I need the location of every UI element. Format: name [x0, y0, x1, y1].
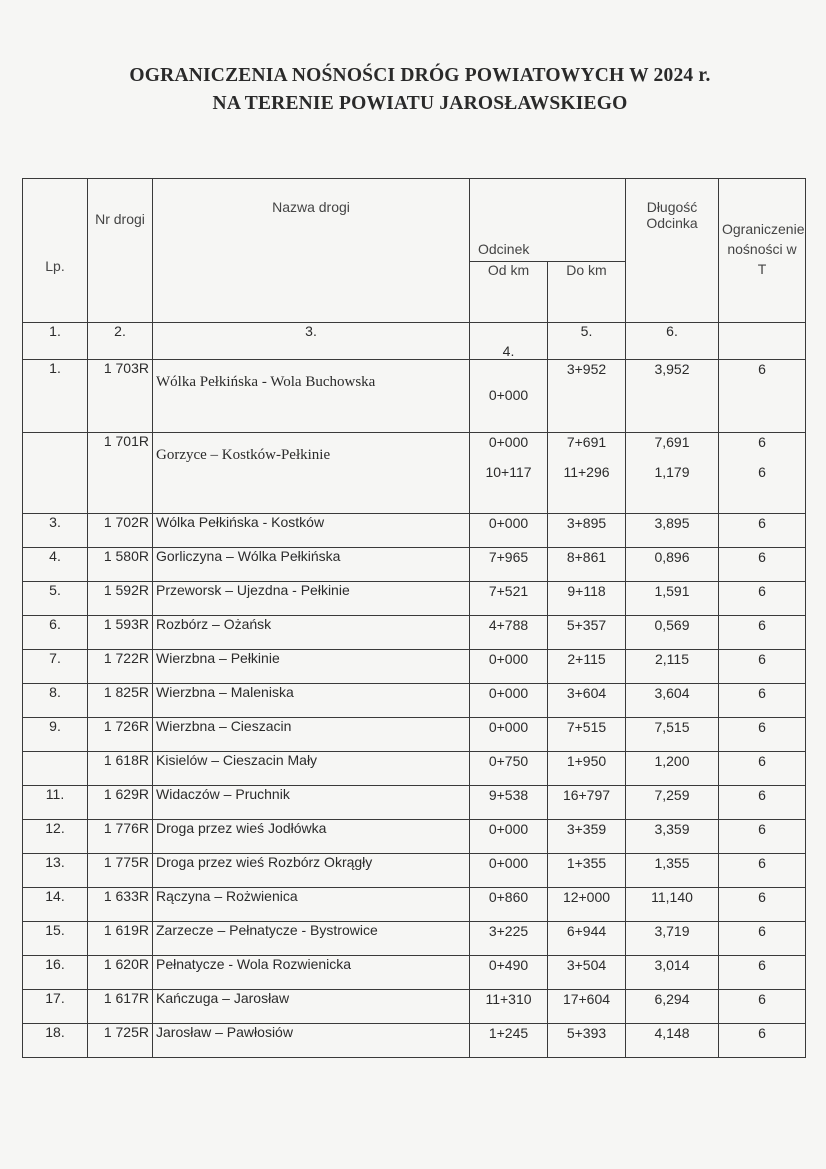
row-road-number: 1 703R [88, 360, 153, 433]
row-lp: 4. [23, 548, 88, 582]
segment-do: 7+515 [566, 719, 607, 735]
row-limit [719, 854, 806, 888]
row-road-name: Jarosław – Pawłosiów [153, 1024, 470, 1058]
table-row [23, 684, 806, 718]
row-limit [719, 616, 806, 650]
row-lp: 7. [23, 650, 88, 684]
row-do [548, 514, 626, 548]
row-do [548, 650, 626, 684]
table-row [23, 360, 806, 433]
table-row [23, 990, 806, 1024]
row-limit [719, 718, 806, 752]
road-limits-table [22, 178, 806, 1058]
segment-od: 0+000 [488, 821, 529, 837]
header-od-km: Od km [470, 262, 548, 323]
row-road-name: Przeworsk – Ujezdna - Pełkinie [153, 582, 470, 616]
row-od [470, 990, 548, 1024]
segment-length: 3,014 [654, 957, 690, 973]
row-road-name: Gorzyce – Kostków-Pełkinie [153, 433, 470, 514]
column-number [719, 323, 806, 360]
row-limit [719, 514, 806, 548]
row-lp: 16. [23, 956, 88, 990]
row-lp [23, 433, 88, 514]
row-od [470, 888, 548, 922]
table-row [23, 582, 806, 616]
row-limit [719, 956, 806, 990]
row-road-number: 1 580R [88, 548, 153, 582]
column-number: 4. [470, 323, 548, 360]
row-road-number: 1 620R [88, 956, 153, 990]
row-od [470, 433, 548, 514]
segment-do: 8+861 [566, 549, 607, 565]
row-lp: 6. [23, 616, 88, 650]
row-limit [719, 922, 806, 956]
table-row [23, 548, 806, 582]
segment-od: 9+538 [488, 787, 529, 803]
segment-limit: 6 [758, 787, 766, 803]
row-limit [719, 752, 806, 786]
table-row [23, 650, 806, 684]
segment-limit: 6 [758, 464, 766, 480]
row-road-number: 1 722R [88, 650, 153, 684]
row-limit [719, 360, 806, 433]
segment-od: 4+788 [488, 617, 529, 633]
row-road-number: 1 701R [88, 433, 153, 514]
segment-do: 5+357 [566, 617, 607, 633]
segment-do: 1+950 [566, 753, 607, 769]
row-limit [719, 548, 806, 582]
row-do [548, 956, 626, 990]
row-lp [23, 752, 88, 786]
row-road-name: Rączyna – Rożwienica [153, 888, 470, 922]
row-road-number: 1 592R [88, 582, 153, 616]
row-do [548, 752, 626, 786]
row-lp: 18. [23, 1024, 88, 1058]
table-row [23, 820, 806, 854]
segment-limit: 6 [758, 515, 766, 531]
segment-od: 0+000 [488, 387, 529, 403]
segment-length: 1,355 [654, 855, 690, 871]
table-row [23, 752, 806, 786]
row-road-number: 1 776R [88, 820, 153, 854]
segment-length: 0,569 [654, 617, 690, 633]
row-road-number: 1 618R [88, 752, 153, 786]
row-lp: 12. [23, 820, 88, 854]
segment-do: 7+691 [566, 434, 607, 450]
row-lp: 13. [23, 854, 88, 888]
row-do [548, 582, 626, 616]
row-length [626, 854, 719, 888]
row-lp: 3. [23, 514, 88, 548]
segment-od: 0+000 [488, 855, 529, 871]
row-length [626, 1024, 719, 1058]
segment-od: 10+117 [485, 464, 532, 480]
row-road-number: 1 629R [88, 786, 153, 820]
segment-length: 7,691 [654, 434, 690, 450]
table-row [23, 956, 806, 990]
row-road-name: Wólka Pełkińska - Wola Buchowska [153, 360, 470, 433]
header-length: Długość Odcinka [626, 179, 719, 323]
row-road-number: 1 619R [88, 922, 153, 956]
row-do [548, 820, 626, 854]
segment-od: 7+521 [488, 583, 529, 599]
row-length [626, 360, 719, 433]
row-do [548, 990, 626, 1024]
row-road-number: 1 633R [88, 888, 153, 922]
row-do [548, 616, 626, 650]
row-od [470, 786, 548, 820]
row-do [548, 786, 626, 820]
segment-limit: 6 [758, 434, 766, 450]
segment-od: 0+000 [488, 515, 529, 531]
segment-length: 1,200 [654, 753, 690, 769]
segment-length: 3,952 [654, 361, 690, 377]
row-road-number: 1 702R [88, 514, 153, 548]
row-road-name: Wólka Pełkińska - Kostków [153, 514, 470, 548]
table-row [23, 1024, 806, 1058]
row-road-name: Wierzbna – Maleniska [153, 684, 470, 718]
segment-limit: 6 [758, 361, 766, 377]
table-row [23, 922, 806, 956]
segment-od: 0+750 [488, 753, 529, 769]
header-nr: Nr drogi [88, 179, 153, 323]
segment-length: 6,294 [654, 991, 690, 1007]
row-limit [719, 684, 806, 718]
segment-length: 1,179 [654, 464, 690, 480]
segment-do: 3+504 [566, 957, 607, 973]
row-lp: 8. [23, 684, 88, 718]
table-row [23, 718, 806, 752]
row-do [548, 548, 626, 582]
table-row [23, 616, 806, 650]
column-number: 6. [626, 323, 719, 360]
title-line-2: NA TERENIE POWIATU JAROSŁAWSKIEGO [212, 93, 628, 114]
row-road-name: Droga przez wieś Jodłówka [153, 820, 470, 854]
segment-length: 3,359 [654, 821, 690, 837]
row-do [548, 888, 626, 922]
row-road-name: Kańczuga – Jarosław [153, 990, 470, 1024]
segment-limit: 6 [758, 685, 766, 701]
segment-do: 3+604 [566, 685, 607, 701]
segment-do: 16+797 [562, 787, 611, 803]
page-title [40, 62, 800, 118]
segment-limit: 6 [758, 855, 766, 871]
row-od [470, 684, 548, 718]
row-do [548, 1024, 626, 1058]
row-length [626, 786, 719, 820]
segment-od: 0+000 [488, 685, 529, 701]
column-number: 1. [23, 323, 88, 360]
row-limit [719, 1024, 806, 1058]
segment-limit: 6 [758, 821, 766, 837]
segment-length: 11,140 [651, 889, 693, 905]
segment-limit: 6 [758, 617, 766, 633]
row-od [470, 360, 548, 433]
segment-do: 3+359 [566, 821, 607, 837]
row-length [626, 752, 719, 786]
row-road-number: 1 617R [88, 990, 153, 1024]
row-do [548, 718, 626, 752]
row-do [548, 854, 626, 888]
row-length [626, 650, 719, 684]
segment-do: 3+952 [566, 361, 607, 377]
row-length [626, 888, 719, 922]
segment-limit: 6 [758, 583, 766, 599]
title-line-1: OGRANICZENIA NOŚNOŚCI DRÓG POWIATOWYCH W 2024 r. [129, 65, 711, 86]
row-lp: 11. [23, 786, 88, 820]
row-limit [719, 820, 806, 854]
segment-do: 17+604 [562, 991, 611, 1007]
row-do [548, 360, 626, 433]
row-length [626, 684, 719, 718]
row-length [626, 616, 719, 650]
segment-od: 0+000 [488, 651, 529, 667]
column-number: 2. [88, 323, 153, 360]
segment-length: 3,895 [654, 515, 690, 531]
row-length [626, 956, 719, 990]
row-road-name: Widaczów – Pruchnik [153, 786, 470, 820]
row-lp: 1. [23, 360, 88, 433]
segment-limit: 6 [758, 549, 766, 565]
segment-od: 0+860 [488, 889, 529, 905]
row-od [470, 616, 548, 650]
segment-do: 6+944 [566, 923, 607, 939]
segment-od: 3+225 [488, 923, 529, 939]
row-limit [719, 433, 806, 514]
segment-length: 3,604 [654, 685, 690, 701]
row-road-number: 1 825R [88, 684, 153, 718]
segment-limit: 6 [758, 889, 766, 905]
row-road-name: Droga przez wieś Rozbórz Okrągły [153, 854, 470, 888]
row-lp: 15. [23, 922, 88, 956]
row-do [548, 922, 626, 956]
segment-od: 1+245 [488, 1025, 529, 1041]
header-lp: Lp. [23, 179, 88, 323]
row-length [626, 922, 719, 956]
segment-limit: 6 [758, 991, 766, 1007]
segment-length: 3,719 [654, 923, 690, 939]
column-number: 5. [548, 323, 626, 360]
header-odcinek: Odcinek [470, 179, 626, 262]
row-lp: 5. [23, 582, 88, 616]
table-row [23, 854, 806, 888]
header-name: Nazwa drogi [153, 179, 470, 323]
row-limit [719, 582, 806, 616]
segment-length: 2,115 [655, 651, 689, 667]
row-road-number: 1 593R [88, 616, 153, 650]
segment-od: 11+310 [485, 991, 532, 1007]
row-road-name: Zarzecze – Pełnatycze - Bystrowice [153, 922, 470, 956]
row-length [626, 718, 719, 752]
segment-limit: 6 [758, 753, 766, 769]
row-od [470, 718, 548, 752]
segment-do: 1+355 [566, 855, 607, 871]
row-od [470, 582, 548, 616]
segment-length: 7,259 [654, 787, 690, 803]
segment-od: 0+000 [488, 719, 529, 735]
segment-do: 5+393 [566, 1025, 607, 1041]
row-road-name: Pełnatycze - Wola Rozwienicka [153, 956, 470, 990]
header-limit: Ograniczenie nośności w T [719, 179, 806, 323]
row-od [470, 514, 548, 548]
row-road-name: Kisielów – Cieszacin Mały [153, 752, 470, 786]
segment-length: 4,148 [654, 1025, 690, 1041]
row-lp: 14. [23, 888, 88, 922]
row-lp: 17. [23, 990, 88, 1024]
row-do [548, 433, 626, 514]
row-limit [719, 786, 806, 820]
segment-limit: 6 [758, 923, 766, 939]
row-od [470, 752, 548, 786]
row-limit [719, 650, 806, 684]
row-lp: 9. [23, 718, 88, 752]
row-road-number: 1 726R [88, 718, 153, 752]
segment-do: 12+000 [562, 889, 611, 905]
row-road-number: 1 725R [88, 1024, 153, 1058]
segment-limit: 6 [758, 651, 766, 667]
column-number: 3. [153, 323, 470, 360]
table-row [23, 888, 806, 922]
row-road-number: 1 775R [88, 854, 153, 888]
segment-do: 9+118 [567, 583, 606, 599]
row-do [548, 684, 626, 718]
table-row [23, 786, 806, 820]
segment-length: 7,515 [654, 719, 690, 735]
segment-do: 2+115 [567, 651, 606, 667]
segment-limit: 6 [758, 719, 766, 735]
row-length [626, 514, 719, 548]
segment-do: 3+895 [566, 515, 607, 531]
row-length [626, 990, 719, 1024]
row-road-name: Wierzbna – Cieszacin [153, 718, 470, 752]
row-road-name: Rozbórz – Ożańsk [153, 616, 470, 650]
segment-length: 0,896 [654, 549, 690, 565]
row-od [470, 548, 548, 582]
row-length [626, 582, 719, 616]
header-do-km: Do km [548, 262, 626, 323]
segment-limit: 6 [758, 1025, 766, 1041]
segment-length: 1,591 [654, 583, 690, 599]
row-od [470, 1024, 548, 1058]
row-limit [719, 990, 806, 1024]
row-road-name: Gorliczyna – Wólka Pełkińska [153, 548, 470, 582]
row-length [626, 820, 719, 854]
row-od [470, 956, 548, 990]
row-od [470, 922, 548, 956]
row-od [470, 650, 548, 684]
row-od [470, 854, 548, 888]
row-road-name: Wierzbna – Pełkinie [153, 650, 470, 684]
table-row [23, 433, 806, 514]
segment-limit: 6 [758, 957, 766, 973]
row-length [626, 433, 719, 514]
segment-do: 11+296 [563, 464, 610, 480]
column-numbers-row [23, 323, 806, 360]
table-row [23, 514, 806, 548]
row-limit [719, 888, 806, 922]
segment-od: 0+000 [488, 434, 529, 450]
row-od [470, 820, 548, 854]
row-length [626, 548, 719, 582]
segment-od: 7+965 [488, 549, 529, 565]
segment-od: 0+490 [488, 957, 529, 973]
